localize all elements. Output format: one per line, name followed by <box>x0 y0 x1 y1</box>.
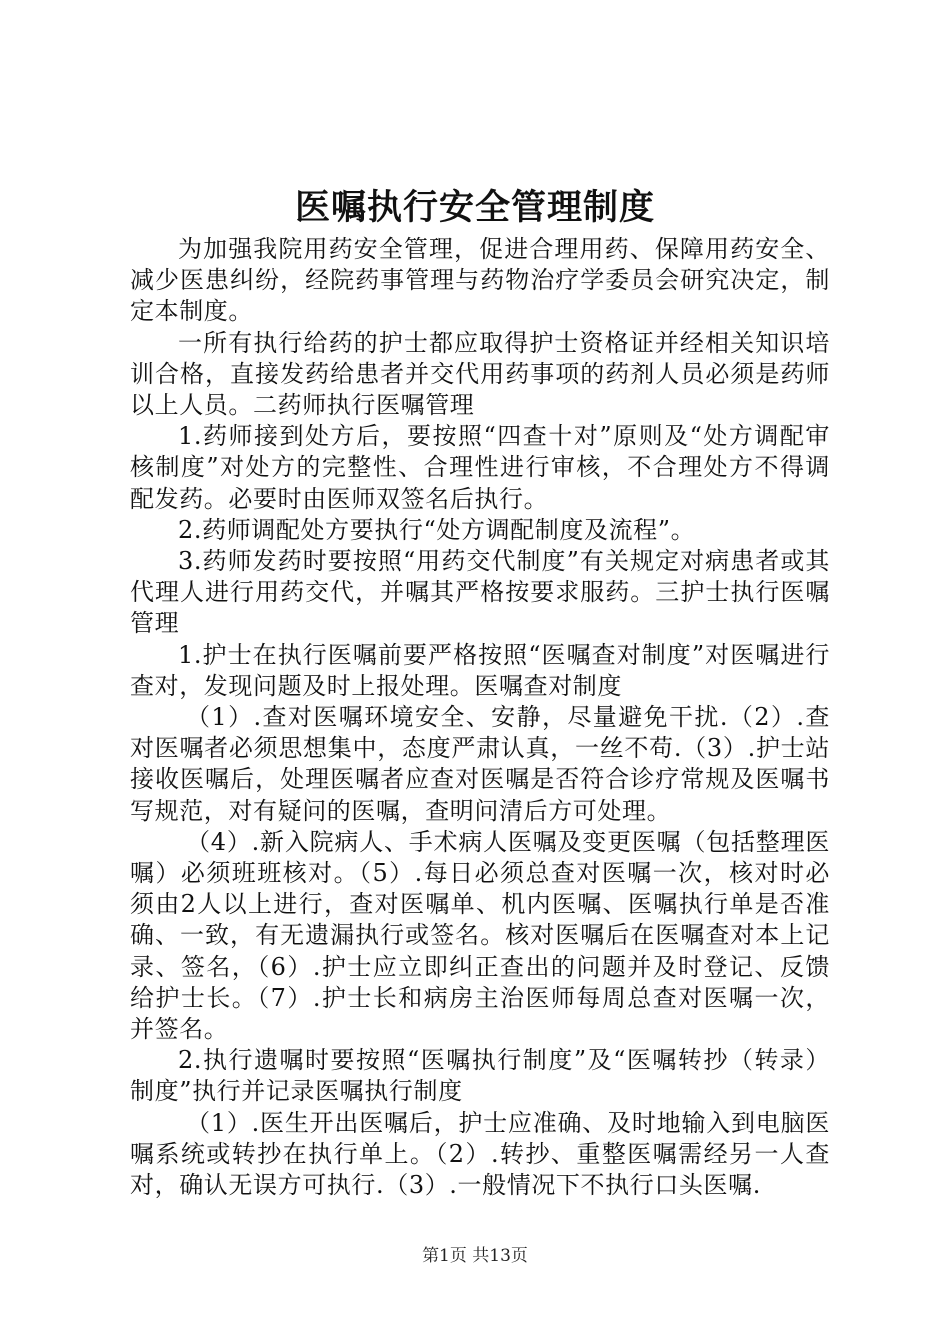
paragraph-section-1: 一所有执行给药的护士都应取得护士资格证并经相关知识培训合格，直接发药给患者并交代用药事项的药剂人员必须是药师以上人员。二药师执行医嘱管理 <box>130 328 830 420</box>
paragraph-execution-items: （1）.医生开出医嘱后，护士应准确、及时地输入到电脑医嘱系统或转抄在执行单上。（2）.转抄、重整医嘱需经另一人查对，确认无误方可执行.（3）.一般情况下不执行口头医嘱. <box>130 1108 830 1200</box>
paragraph-check-items-4-7: （4）.新入院病人、手术病人医嘱及变更医嘱（包括整理医嘱）必须班班核对。（5）.每日必须总查对医嘱一次，核对时必须由2人以上进行，查对医嘱单、机内医嘱、医嘱执行单是否准确、一致，有无遗漏执行或签名。核对医嘱后在医嘱查对本上记录、签名，（6）.护士应立即纠正查出的问题并及时登记、反馈给护士长。（7）.护士长和病房主治医师每周总查对医嘱一次，并签名。 <box>130 827 830 1044</box>
paragraph-check-items-1-3: （1）.查对医嘱环境安全、安静，尽量避免干扰.（2）.查对医嘱者必须思想集中，态度严肃认真，一丝不苟.（3）.护士站接收医嘱后，处理医嘱者应查对医嘱是否符合诊疗常规及医嘱书写规范，对有疑问的医嘱，查明问清后方可处理。 <box>130 703 830 825</box>
paragraph-pharmacist-1: 1.药师接到处方后，要按照“四查十对”原则及“处方调配审核制度”对处方的完整性、合理性进行审核，不合理处方不得调配发药。必要时由医师双签名后执行。 <box>130 422 830 513</box>
paragraph-nurse-1: 1.护士在执行医嘱前要严格按照“医嘱查对制度”对医嘱进行查对，发现问题及时上报处理。医嘱查对制度 <box>130 640 830 700</box>
paragraph-nurse-2: 2.执行遗嘱时要按照“医嘱执行制度”及“医嘱转抄（转录）制度”执行并记录医嘱执行制度 <box>130 1046 830 1106</box>
document-body <box>130 234 830 1201</box>
document-title: 医嘱执行安全管理制度 <box>294 187 655 228</box>
paragraph-intro: 为加强我院用药安全管理，促进合理用药、保障用药安全、减少医患纠纷，经院药事管理与药物治疗学委员会研究决定，制定本制度。 <box>130 235 830 326</box>
paragraph-pharmacist-3: 3.药师发药时要按照“用药交代制度”有关规定对病患者或其代理人进行用药交代，并嘱其严格按要求服药。三护士执行医嘱管理 <box>130 547 830 638</box>
page-number-footer: 第1页 共13页 <box>422 1246 528 1266</box>
paragraph-pharmacist-2: 2.药师调配处方要执行“处方调配制度及流程”。 <box>178 515 696 544</box>
